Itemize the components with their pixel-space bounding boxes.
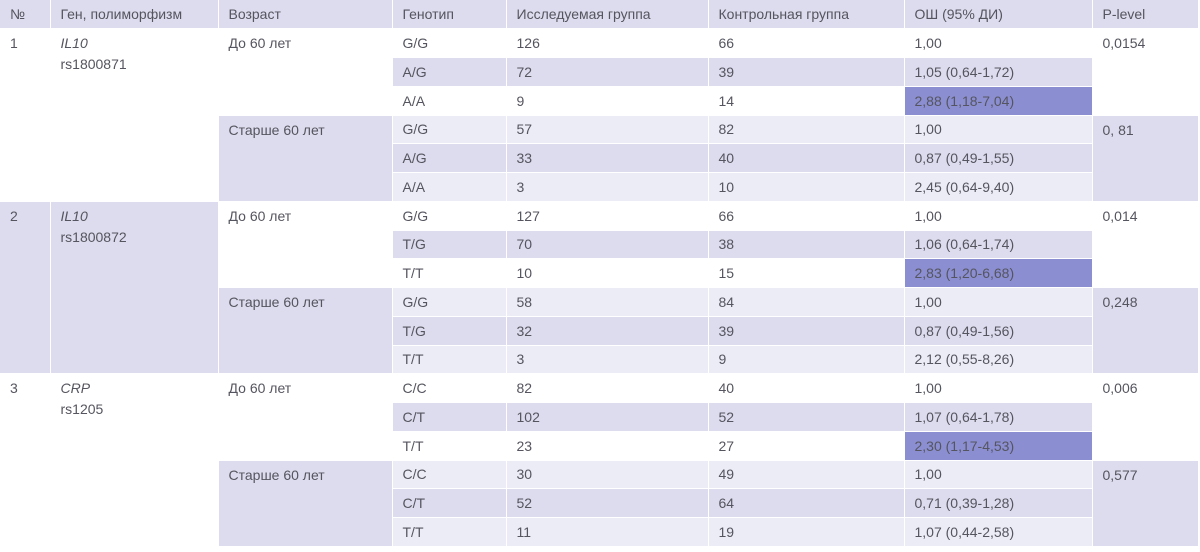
genotype: G/G bbox=[392, 201, 506, 230]
control-group-count: 52 bbox=[708, 403, 904, 432]
gene-polymorphism-cell bbox=[50, 201, 218, 374]
odds-ratio: 2,45 (0,64-9,40) bbox=[904, 173, 1092, 202]
control-group-count: 64 bbox=[708, 489, 904, 518]
study-group-count: 58 bbox=[506, 288, 708, 317]
snp-id: rs1205 bbox=[60, 401, 104, 418]
control-group-count: 40 bbox=[708, 144, 904, 173]
table-row bbox=[0, 29, 1198, 58]
gene-polymorphism-cell bbox=[50, 29, 218, 202]
study-group-count: 11 bbox=[506, 518, 708, 547]
genotype: T/T bbox=[392, 431, 506, 460]
p-level: 0,006 bbox=[1092, 374, 1198, 460]
control-group-count: 66 bbox=[708, 29, 904, 58]
study-group-count: 32 bbox=[506, 316, 708, 345]
genotype: C/C bbox=[392, 460, 506, 489]
odds-ratio: 1,06 (0,64-1,74) bbox=[904, 230, 1092, 259]
genotype: A/G bbox=[392, 144, 506, 173]
study-group-count: 70 bbox=[506, 230, 708, 259]
column-header-genotype: Генотип bbox=[392, 0, 506, 29]
odds-ratio: 1,00 bbox=[904, 115, 1092, 144]
column-header-study-group: Исследуемая группа bbox=[506, 0, 708, 29]
genotype: G/G bbox=[392, 29, 506, 58]
control-group-count: 39 bbox=[708, 58, 904, 87]
odds-ratio: 1,00 bbox=[904, 29, 1092, 58]
column-header-odds-ratio: ОШ (95% ДИ) bbox=[904, 0, 1092, 29]
odds-ratio: 2,30 (1,17-4,53) bbox=[904, 431, 1092, 460]
study-group-count: 30 bbox=[506, 460, 708, 489]
gene-number: 1 bbox=[0, 29, 50, 202]
genotype: T/T bbox=[392, 259, 506, 288]
age-group: Старше 60 лет bbox=[218, 115, 392, 201]
age-group: До 60 лет bbox=[218, 201, 392, 287]
study-group-count: 57 bbox=[506, 115, 708, 144]
column-header-gene: Ген, полиморфизм bbox=[50, 0, 218, 29]
genotype: T/G bbox=[392, 230, 506, 259]
p-level: 0,0154 bbox=[1092, 29, 1198, 115]
study-group-count: 126 bbox=[506, 29, 708, 58]
study-group-count: 127 bbox=[506, 201, 708, 230]
odds-ratio: 0,87 (0,49-1,55) bbox=[904, 144, 1092, 173]
odds-ratio: 2,12 (0,55-8,26) bbox=[904, 345, 1092, 374]
odds-ratio: 1,05 (0,64-1,72) bbox=[904, 58, 1092, 87]
genotype: A/A bbox=[392, 86, 506, 115]
snp-id: rs1800872 bbox=[60, 228, 127, 245]
control-group-count: 15 bbox=[708, 259, 904, 288]
gene-number: 2 bbox=[0, 201, 50, 374]
odds-ratio: 1,00 bbox=[904, 374, 1092, 403]
p-level: 0,577 bbox=[1092, 460, 1198, 546]
genotype: T/G bbox=[392, 316, 506, 345]
study-group-count: 33 bbox=[506, 144, 708, 173]
control-group-count: 66 bbox=[708, 201, 904, 230]
table-row bbox=[0, 374, 1198, 403]
table-header-row bbox=[0, 0, 1198, 29]
gene-name: IL10 bbox=[60, 35, 88, 52]
control-group-count: 19 bbox=[708, 518, 904, 547]
study-group-count: 3 bbox=[506, 173, 708, 202]
odds-ratio: 1,07 (0,44-2,58) bbox=[904, 518, 1092, 547]
genotype: G/G bbox=[392, 288, 506, 317]
column-header-age: Возраст bbox=[218, 0, 392, 29]
age-group: Старше 60 лет bbox=[218, 288, 392, 374]
odds-ratio: 2,88 (1,18-7,04) bbox=[904, 86, 1092, 115]
control-group-count: 10 bbox=[708, 173, 904, 202]
genotype: T/T bbox=[392, 345, 506, 374]
genotype: C/T bbox=[392, 403, 506, 432]
control-group-count: 27 bbox=[708, 431, 904, 460]
control-group-count: 40 bbox=[708, 374, 904, 403]
genotype: C/C bbox=[392, 374, 506, 403]
study-group-count: 52 bbox=[506, 489, 708, 518]
study-group-count: 10 bbox=[506, 259, 708, 288]
table-body bbox=[0, 29, 1198, 547]
odds-ratio: 0,87 (0,49-1,56) bbox=[904, 316, 1092, 345]
control-group-count: 49 bbox=[708, 460, 904, 489]
odds-ratio: 1,00 bbox=[904, 460, 1092, 489]
age-group: Старше 60 лет bbox=[218, 460, 392, 546]
column-header-p-level: P-level bbox=[1092, 0, 1198, 29]
odds-ratio: 2,83 (1,20-6,68) bbox=[904, 259, 1092, 288]
genotype: A/G bbox=[392, 58, 506, 87]
table-row bbox=[0, 201, 1198, 230]
control-group-count: 9 bbox=[708, 345, 904, 374]
gene-name: IL10 bbox=[60, 207, 88, 224]
p-level: 0, 81 bbox=[1092, 115, 1198, 201]
gene-polymorphism-cell bbox=[50, 374, 218, 547]
column-header-control-group: Контрольная группа bbox=[708, 0, 904, 29]
genotype: G/G bbox=[392, 115, 506, 144]
control-group-count: 82 bbox=[708, 115, 904, 144]
control-group-count: 38 bbox=[708, 230, 904, 259]
p-level: 0,248 bbox=[1092, 288, 1198, 374]
study-group-count: 3 bbox=[506, 345, 708, 374]
study-group-count: 9 bbox=[506, 86, 708, 115]
study-group-count: 102 bbox=[506, 403, 708, 432]
study-group-count: 23 bbox=[506, 431, 708, 460]
gene-number: 3 bbox=[0, 374, 50, 547]
odds-ratio: 1,07 (0,64-1,78) bbox=[904, 403, 1092, 432]
control-group-count: 84 bbox=[708, 288, 904, 317]
age-group: До 60 лет bbox=[218, 29, 392, 115]
genotype: T/T bbox=[392, 518, 506, 547]
study-group-count: 82 bbox=[506, 374, 708, 403]
column-header-number: № bbox=[0, 0, 50, 29]
snp-id: rs1800871 bbox=[60, 56, 127, 73]
genotype: A/A bbox=[392, 173, 506, 202]
odds-ratio: 1,00 bbox=[904, 288, 1092, 317]
age-group: До 60 лет bbox=[218, 374, 392, 460]
odds-ratio: 1,00 bbox=[904, 201, 1092, 230]
genotype: C/T bbox=[392, 489, 506, 518]
p-level: 0,014 bbox=[1092, 201, 1198, 287]
odds-ratio: 0,71 (0,39-1,28) bbox=[904, 489, 1092, 518]
control-group-count: 14 bbox=[708, 86, 904, 115]
study-group-count: 72 bbox=[506, 58, 708, 87]
gene-name: CRP bbox=[60, 380, 91, 397]
control-group-count: 39 bbox=[708, 316, 904, 345]
